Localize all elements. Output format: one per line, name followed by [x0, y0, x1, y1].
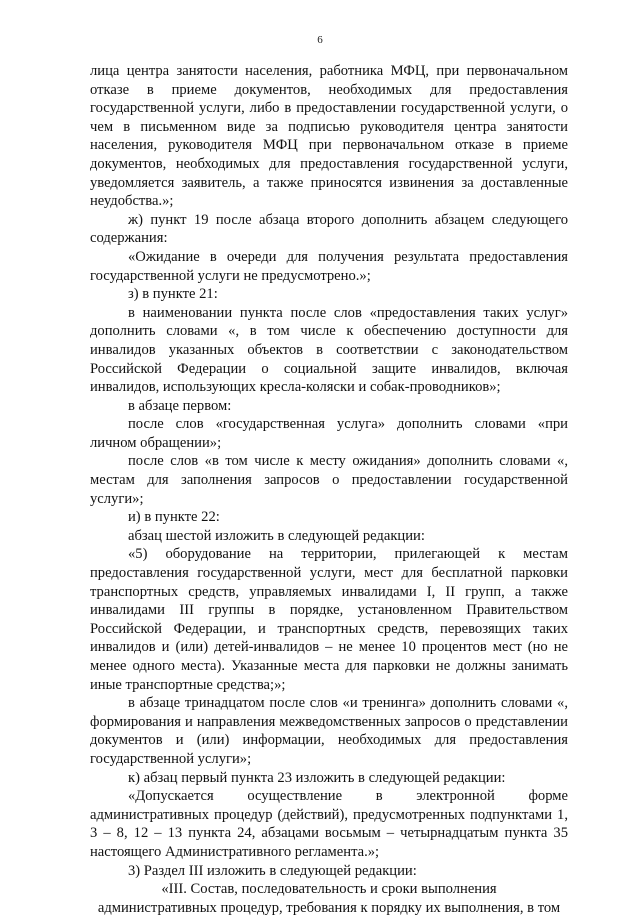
document-body [90, 62, 568, 917]
section-title [90, 880, 568, 917]
paragraph: з) в пункте 21: [128, 286, 218, 303]
paragraph: ж) пункт 19 после абзаца второго дополнить абзацем следующего содержания: [90, 211, 568, 247]
paragraph: «Допускается осуществление в электронной форме административных процедур (действий), предусмотренных подпунктами 1, 3 – 8, 12 – 13 пункта 24, абзацами восьмым – четырнадцатым пункта 35 настоящего Административного регламента.»; [90, 788, 568, 860]
paragraph: в абзаце тринадцатом после слов «и тренинга» дополнить словами «, формирования и направления межведомственных запросов о представлении документов и (или) информации, необходимых для предоставления государственной услуги»; [90, 695, 568, 767]
paragraph: «Ожидание в очереди для получения результата предоставления государственной услуги не предусмотрено.»; [90, 248, 568, 284]
paragraph: к) абзац первый пункта 23 изложить в следующей редакции: [128, 769, 506, 786]
paragraph: и) в пункте 22: [128, 509, 220, 526]
section-title-line: «III. Состав, последовательность и сроки выполнения [161, 881, 497, 898]
section-title-line: административных процедур, требования к порядку их выполнения, в том [97, 899, 561, 916]
paragraph: 3) Раздел III изложить в следующей редакции: [128, 862, 417, 879]
paragraph: после слов «государственная услуга» дополнить словами «при личном обращении»; [90, 416, 568, 451]
paragraph: лица центра занятости населения, работника МФЦ, при первоначальном отказе в приеме документов, необходимых для предоставления государственной услуги, либо в предоставлении государственной услуги, о чем в письменном виде за подписью руководителя центра занятости населения, руководителя МФЦ при первоначальном отказе в приеме документов, необходимых для предоставления государственной услуги, уведомляется заявитель, а также приносятся извинения за доставленные неудобства.»; [90, 63, 568, 210]
paragraph: после слов «в том числе к месту ожидания» дополнить словами «, местам для заполнения запросов о предоставлении государственной услуги»; [90, 453, 568, 507]
paragraph: в абзаце первом: [128, 397, 232, 414]
page-number: 6 [317, 34, 323, 46]
paragraph: в наименовании пункта после слов «предоставления таких услуг» дополнить словами «, в том числе к обеспечению доступности для инвалидов указанных объектов в соответствии с законодательством Российской Федерации о социальной защите инвалидов, включая инвалидов, использующих кресла-коляски и собак-проводников»; [90, 304, 568, 396]
paragraph: «5) оборудование на территории, прилегающей к местам предоставления государственной услуги, мест для бесплатной парковки транспортных средств, управляемых инвалидами I, II групп, а также инвалидами III группы в порядке, установленном Правительством Российской Федерации, и транспортных средств, перевозящих таких инвалидов и (или) детей-инвалидов – не менее 10 процентов мест (но не менее одного места). Указанные места для парковки не должны занимать иные транспортные средства;»; [90, 546, 568, 693]
paragraph: абзац шестой изложить в следующей редакции: [128, 527, 425, 544]
